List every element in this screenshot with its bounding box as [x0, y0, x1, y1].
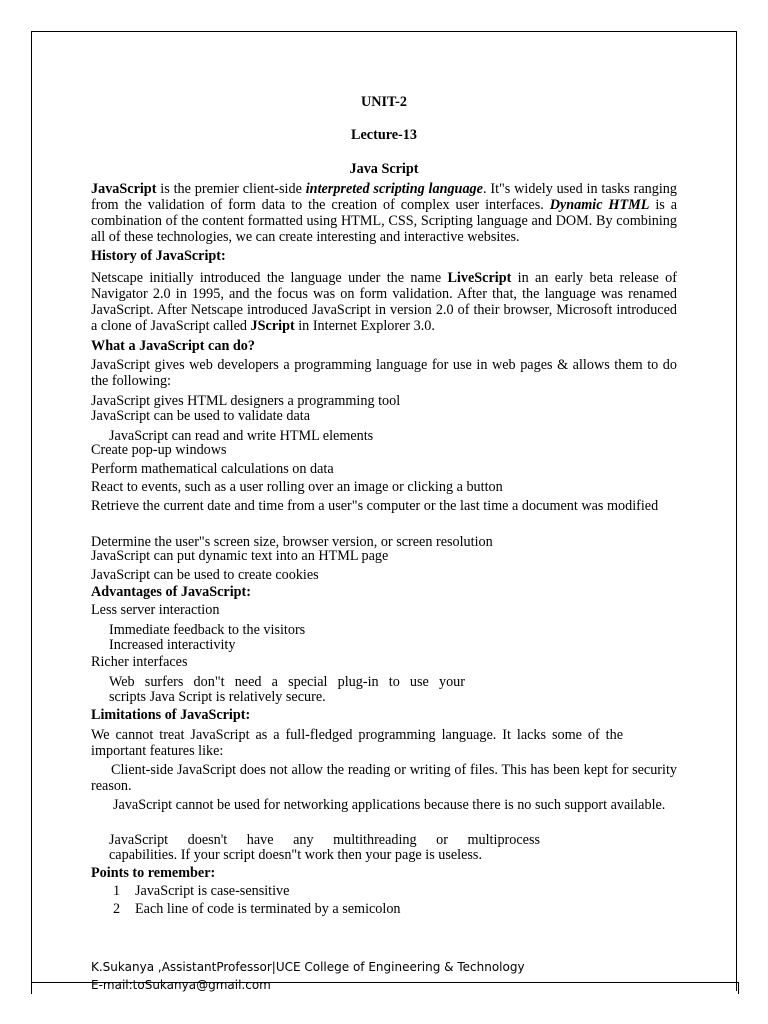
term-javascript: JavaScript: [91, 181, 157, 197]
cando-item: Retrieve the current date and time from a user"s computer or the last time a document was modified: [91, 498, 659, 514]
points-heading: Points to remember:: [91, 865, 216, 881]
point-item: JavaScript is case-sensitive: [135, 883, 290, 899]
cando-item: Perform mathematical calculations on data: [91, 461, 334, 477]
page-title: Java Script: [349, 161, 419, 177]
history-paragraph: [91, 270, 677, 334]
footer-author: K.Sukanya ,AssistantProfessor|UCE College of Engineering & Technology: [91, 960, 525, 974]
point-number: 1: [113, 883, 121, 899]
unit-heading: UNIT-2: [361, 94, 407, 110]
intro-text-3: is a combination of the content formatted using HTML, CSS, Scripting language and DOM. By combining all of these technologies, we can create interesting and interactive websites.: [91, 197, 678, 245]
cando-intro: JavaScript gives web developers a programming language for use in web pages & allows them to do the following:: [91, 357, 677, 389]
intro-paragraph: [91, 181, 677, 245]
footer-email: E-mail:toSukanya@gmail.com: [91, 978, 271, 992]
cando-heading: What a JavaScript can do?: [91, 338, 255, 354]
term-dynamic-html: Dynamic HTML: [549, 197, 650, 213]
advantages-heading: Advantages of JavaScript:: [91, 584, 251, 600]
footer-tick-right: [738, 982, 739, 994]
history-text-1: Netscape initially introduced the language under the name: [91, 270, 448, 286]
limitation-item: JavaScript cannot be used for networking applications because there is no such support available.: [113, 797, 666, 813]
advantage-item: Web surfers don"t need a special plug-in to use your: [109, 674, 465, 690]
lecture-heading: Lecture-13: [351, 127, 417, 143]
point-number: 2: [113, 901, 121, 917]
cando-item: JavaScript can put dynamic text into an HTML page: [91, 548, 389, 564]
cando-item: React to events, such as a user rolling over an image or clicking a button: [91, 479, 503, 495]
intro-text-2: . It"s widely used in tasks ranging from the validation of form data to the creation of complex user interfaces.: [91, 181, 677, 213]
cando-item: Determine the user"s screen size, browser version, or screen resolution: [91, 534, 493, 550]
advantage-item: scripts Java Script is relatively secure.: [109, 689, 326, 705]
limitation-item: capabilities. If your script doesn"t work then your page is useless.: [109, 847, 483, 863]
cando-item: Create pop-up windows: [91, 442, 227, 458]
cando-item: JavaScript can be used to validate data: [91, 408, 311, 424]
term-jscript: JScript: [250, 318, 295, 334]
term-livescript: LiveScript: [447, 270, 512, 286]
term-interpreted: interpreted scripting language: [305, 181, 483, 197]
cando-item: JavaScript gives HTML designers a programming tool: [91, 393, 401, 409]
footer-tick-left: [31, 982, 32, 994]
intro-text-1: is the premier client-side: [156, 181, 306, 197]
history-heading: History of JavaScript:: [91, 248, 226, 264]
limitations-intro: We cannot treat JavaScript as a full-fledged programming language. It lacks some of the important features like:: [91, 727, 623, 759]
history-text-3: in Internet Explorer 3.0.: [294, 318, 435, 334]
point-item: Each line of code is terminated by a semicolon: [135, 901, 401, 917]
history-text-2: in an early beta release of Navigator 2.0 in 1995, and the focus was on form validation. After that, the language was renamed JavaScript. After Netscape introduced JavaScript in version 2.0 of their browser, Microsoft introduced a clone of JavaScript called: [91, 270, 677, 334]
advantage-item: Immediate feedback to the visitors: [109, 622, 306, 638]
advantage-item: Increased interactivity: [109, 637, 236, 653]
advantage-item: Less server interaction: [91, 602, 220, 618]
cando-item: JavaScript can be used to create cookies: [91, 567, 319, 583]
limitation-item: Client-side JavaScript does not allow the reading or writing of files. This has been kept for security reason.: [91, 762, 677, 794]
limitations-heading: Limitations of JavaScript:: [91, 707, 251, 723]
limitation-item: JavaScript doesn't have any multithreading or multiprocess: [109, 832, 540, 848]
cando-item: JavaScript can read and write HTML elements: [109, 428, 374, 444]
advantage-item: Richer interfaces: [91, 654, 188, 670]
